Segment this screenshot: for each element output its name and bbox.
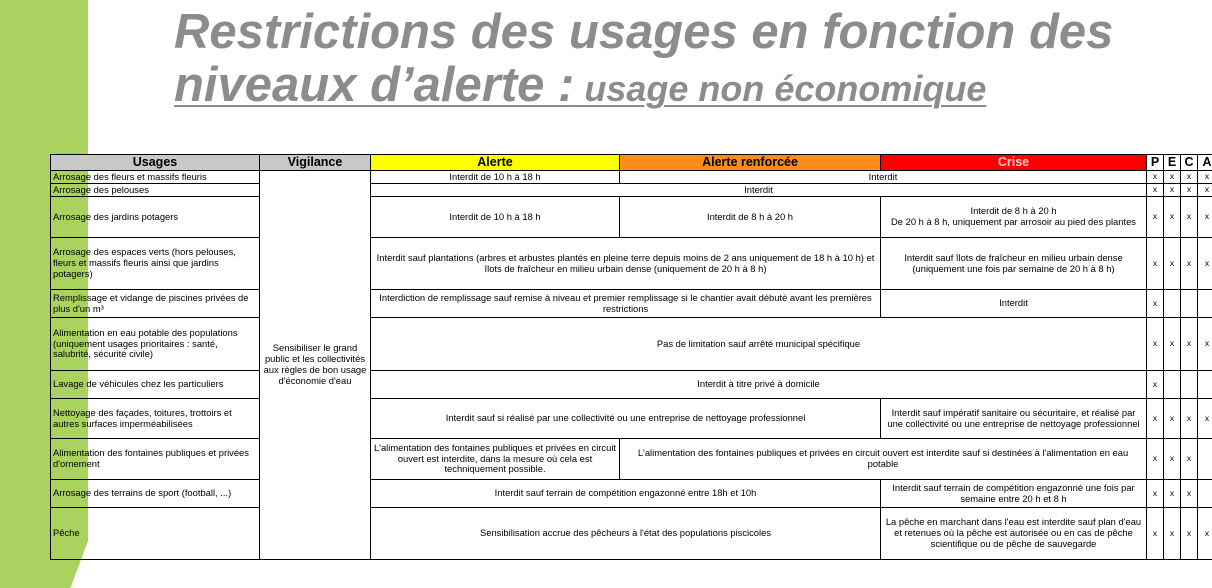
header-vigilance: Vigilance	[260, 155, 371, 171]
e-cell: x	[1164, 171, 1181, 184]
crise-cell: Interdit sauf impératif sanitaire ou sécuritaire, et réalisé par une collectivité ou une entreprise de nettoyage professionnel	[881, 399, 1147, 439]
restrictions-table-wrapper	[50, 154, 1212, 588]
p-cell: x	[1147, 318, 1164, 371]
vigilance-cell: Sensibiliser le grand public et les collectivités aux règles de bon usage d'économie d'eau	[260, 171, 371, 560]
c-cell: x	[1181, 399, 1198, 439]
e-cell: x	[1164, 508, 1181, 560]
usage-cell: Remplissage et vidange de piscines privées de plus d'un m³	[51, 290, 260, 318]
p-cell: x	[1147, 290, 1164, 318]
c-cell: x	[1181, 480, 1198, 508]
c-cell	[1181, 290, 1198, 318]
table-row	[51, 184, 1212, 197]
a-cell: x	[1198, 197, 1212, 238]
e-cell: x	[1164, 318, 1181, 371]
c-cell: x	[1181, 184, 1198, 197]
crise-cell: Interdit	[881, 290, 1147, 318]
p-cell: x	[1147, 399, 1164, 439]
crise-cell: Interdit sauf îlots de fraîcheur en milieu urbain dense (uniquement une fois par semaine de 20 h à 8 h)	[881, 238, 1147, 290]
usage-cell: Arrosage des terrains de sport (football, ...)	[51, 480, 260, 508]
alerte-renf-cell: Interdit sauf plantations (arbres et arbustes plantés en pleine terre depuis moins de 2 ans uniquement de 18 h à 10 h) et îlots de fraîcheur en milieu urbain dense (uniquement de 20 h à 8 h)	[371, 238, 881, 290]
table-header-row	[51, 155, 1212, 171]
table-row	[51, 171, 1212, 184]
c-cell	[1181, 371, 1198, 399]
e-cell	[1164, 290, 1181, 318]
header-crise: Crise	[881, 155, 1147, 171]
table-row	[51, 197, 1212, 238]
e-cell: x	[1164, 439, 1181, 480]
e-cell: x	[1164, 184, 1181, 197]
p-cell: x	[1147, 238, 1164, 290]
all-levels-cell: Pas de limitation sauf arrêté municipal spécifique	[371, 318, 1147, 371]
alerte-cell: Interdit de 10 h à 18 h	[371, 171, 620, 184]
c-cell: x	[1181, 197, 1198, 238]
usage-cell: Arrosage des espaces verts (hors pelouses, fleurs et massifs fleuris ainsi que jardins potagers)	[51, 238, 260, 290]
a-cell: x	[1198, 171, 1212, 184]
alerte-renf-cell: Interdit sauf si réalisé par une collectivité ou une entreprise de nettoyage professionnel	[371, 399, 881, 439]
usage-cell: Arrosage des pelouses	[51, 184, 260, 197]
p-cell: x	[1147, 480, 1164, 508]
alerte-renf-cell: Sensibilisation accrue des pêcheurs à l'état des populations piscicoles	[371, 508, 881, 560]
p-cell: x	[1147, 171, 1164, 184]
header-alerte-renforcee: Alerte renforcée	[620, 155, 881, 171]
a-cell	[1198, 371, 1212, 399]
table-row	[51, 508, 1212, 560]
a-cell	[1198, 439, 1212, 480]
renf-crise-cell: L'alimentation des fontaines publiques et privées en circuit ouvert est interdite sauf si destinées à l'alimentation en eau potable	[620, 439, 1147, 480]
a-cell: x	[1198, 399, 1212, 439]
p-cell: x	[1147, 371, 1164, 399]
c-cell: x	[1181, 439, 1198, 480]
renf-crise-cell: Interdit	[620, 171, 1147, 184]
alerte-cell: L'alimentation des fontaines publiques et privées en circuit ouvert est interdite, dans la mesure où cela est techniquement possible.	[371, 439, 620, 480]
e-cell: x	[1164, 238, 1181, 290]
table-row	[51, 399, 1212, 439]
p-cell: x	[1147, 184, 1164, 197]
p-cell: x	[1147, 508, 1164, 560]
usage-cell: Alimentation en eau potable des populations (uniquement usages prioritaires : santé, salubrité, sécurité civile)	[51, 318, 260, 371]
header-e: E	[1164, 155, 1181, 171]
e-cell: x	[1164, 399, 1181, 439]
crise-cell: Interdit sauf terrain de compétition engazonné une fois par semaine entre 20 h et 8 h	[881, 480, 1147, 508]
e-cell	[1164, 371, 1181, 399]
c-cell: x	[1181, 171, 1198, 184]
a-cell: x	[1198, 184, 1212, 197]
header-usages: Usages	[51, 155, 260, 171]
p-cell: x	[1147, 439, 1164, 480]
a-cell	[1198, 290, 1212, 318]
e-cell: x	[1164, 480, 1181, 508]
table-row	[51, 290, 1212, 318]
c-cell: x	[1181, 318, 1198, 371]
usage-cell: Lavage de véhicules chez les particuliers	[51, 371, 260, 399]
usage-cell: Pêche	[51, 508, 260, 560]
table-row	[51, 318, 1212, 371]
usage-cell: Alimentation des fontaines publiques et privées d'ornement	[51, 439, 260, 480]
restrictions-table	[50, 154, 1212, 560]
renf-cell: Interdit de 8 h à 20 h	[620, 197, 881, 238]
c-cell: x	[1181, 238, 1198, 290]
header-alerte: Alerte	[371, 155, 620, 171]
title-line-2	[174, 59, 1212, 112]
header-a: A	[1198, 155, 1212, 171]
title-subtitle: usage non économique	[574, 67, 987, 109]
header-c: C	[1181, 155, 1198, 171]
a-cell	[1198, 480, 1212, 508]
table-row	[51, 480, 1212, 508]
e-cell: x	[1164, 197, 1181, 238]
alerte-renf-cell: Interdiction de remplissage sauf remise à niveau et premier remplissage si le chantier avait débuté avant les premières restrictions	[371, 290, 881, 318]
table-row	[51, 371, 1212, 399]
a-cell: x	[1198, 238, 1212, 290]
a-cell: x	[1198, 318, 1212, 371]
title-line-1: Restrictions des usages en fonction des	[174, 5, 1114, 59]
crise-cell: La pêche en marchant dans l'eau est interdite sauf plan d'eau et retenues où la pêche est autorisée ou en cas de pêche scientifique ou de pêche de sauvegarde	[881, 508, 1147, 560]
c-cell: x	[1181, 508, 1198, 560]
usage-cell: Nettoyage des façades, toitures, trottoirs et autres surfaces imperméabilisées	[51, 399, 260, 439]
title-line-2-main: niveaux d’alerte :	[174, 57, 575, 112]
alerte-renf-cell: Interdit sauf terrain de compétition engazonné entre 18h et 10h	[371, 480, 881, 508]
a-cell: x	[1198, 508, 1212, 560]
crise-cell: Interdit de 8 h à 20 h De 20 h à 8 h, uniquement par arrosoir au pied des plantes	[881, 197, 1147, 238]
table-row	[51, 238, 1212, 290]
header-p: P	[1147, 155, 1164, 171]
all-levels-cell: Interdit	[371, 184, 1147, 197]
usage-cell: Arrosage des fleurs et massifs fleuris	[51, 171, 260, 184]
usage-cell: Arrosage des jardins potagers	[51, 197, 260, 238]
slide-title	[174, 6, 1212, 112]
p-cell: x	[1147, 197, 1164, 238]
alerte-cell: Interdit de 10 h à 18 h	[371, 197, 620, 238]
all-levels-cell: Interdit à titre privé à domicile	[371, 371, 1147, 399]
table-row	[51, 439, 1212, 480]
